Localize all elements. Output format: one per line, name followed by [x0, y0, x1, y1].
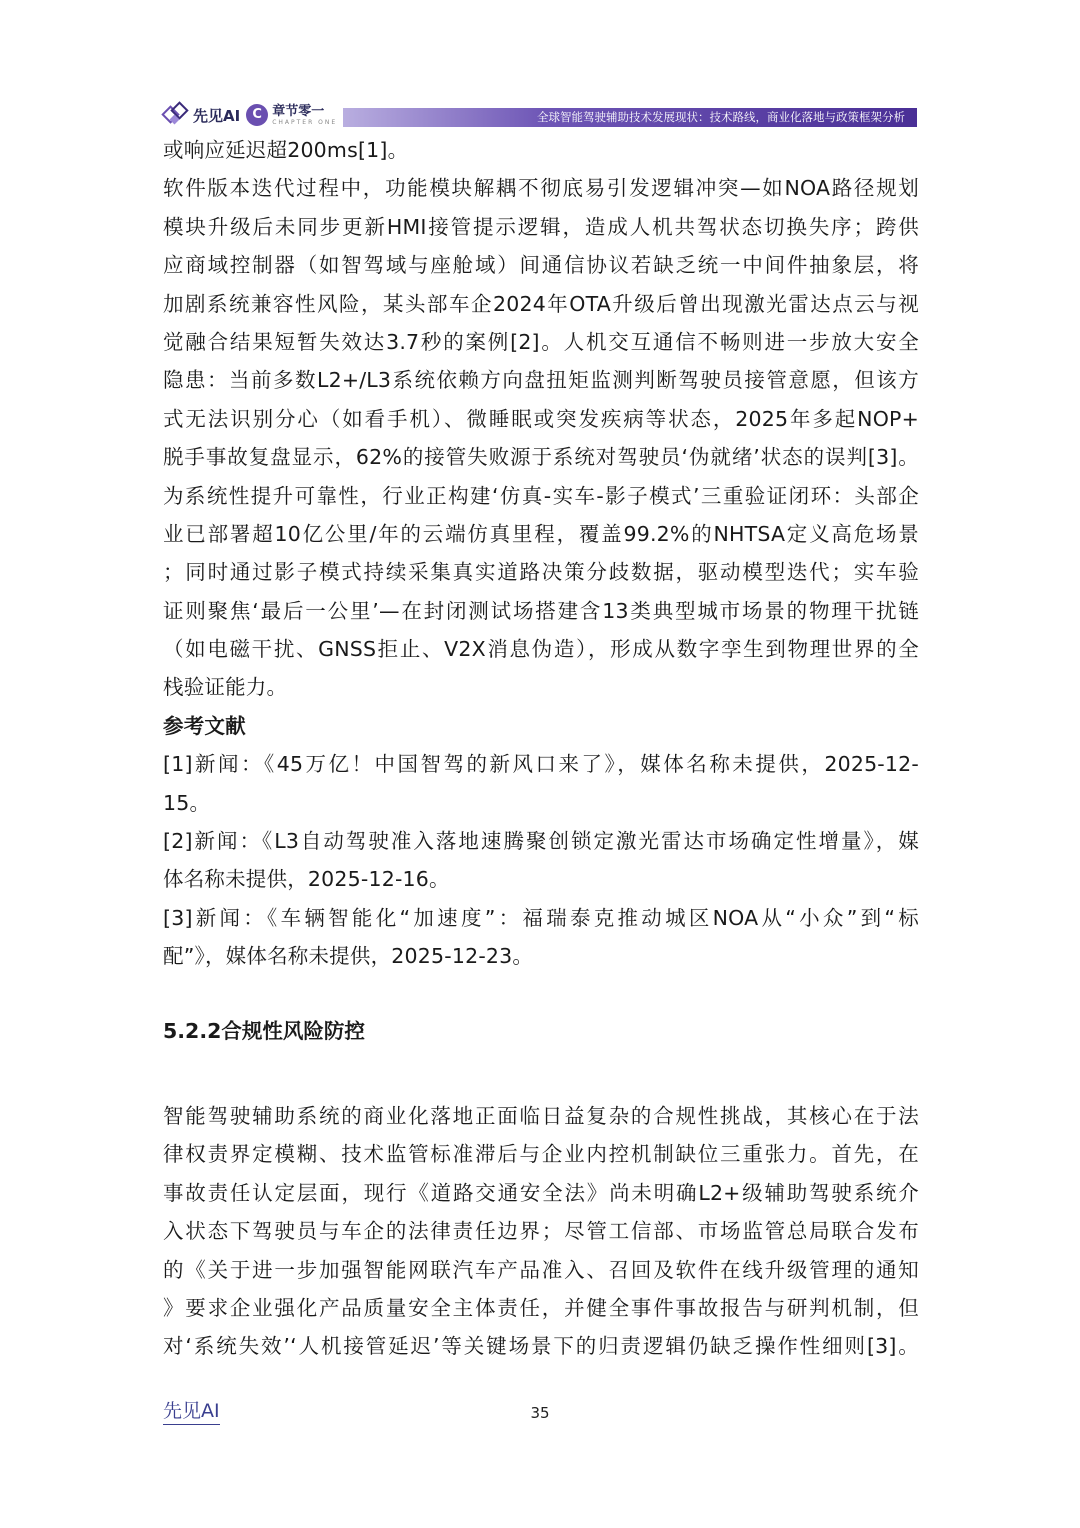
- references-title: 参考文献: [163, 713, 246, 738]
- body-line: 应商域控制器（如智驾域与座舱域）间通信协议若缺乏统一中间件抽象层，将: [163, 253, 919, 278]
- body-line: 加剧系统兼容性风险，某头部车企2024年OTA升级后曾出现激光雷达点云与视: [163, 291, 919, 316]
- reference-line: [3]新闻：《车辆智能化“加速度”：福瑞泰克推动城区NOA从“小众”到“标: [163, 905, 919, 930]
- section-line: 智能驾驶辅助系统的商业化落地正面临日益复杂的合规性挑战，其核心在于法: [163, 1104, 919, 1128]
- body-line: （如电磁干扰、GNSS拒止、V2X消息伪造），形成从数字孪生到物理世界的全: [163, 637, 919, 662]
- section-line: 对‘系统失效’‘人机接管延迟’等关键场景下的归责逻辑仍缺乏操作性细则[3]。: [163, 1334, 919, 1359]
- reference-line: 15。: [163, 790, 211, 815]
- body-line: 或响应延迟超200ms[1]。: [163, 138, 409, 162]
- section-body: [163, 1097, 919, 1366]
- page-number: 35: [530, 1404, 550, 1422]
- section-line: 律权责界定模糊、技术监管标准滞后与企业内控机制缺位三重张力。首先，在: [163, 1142, 919, 1167]
- section-line: 》要求企业强化产品质量安全主体责任，并健全事件事故报告与研判机制，但: [163, 1295, 919, 1320]
- body-line: 模块升级后未同步更新HMI接管提示逻辑，造成人机共驾状态切换失序；跨供: [163, 214, 919, 239]
- brand-c-icon: C: [246, 104, 268, 126]
- brand-name-2-sub: CHAPTER ONE: [272, 118, 338, 126]
- brand-2: [272, 105, 337, 126]
- brand-logo-icon: [163, 102, 189, 128]
- section-title: 5.2.2合规性风险防控: [163, 1019, 365, 1043]
- body-line: 业已部署超10亿公里/年的云端仿真里程，覆盖99.2%的NHTSA定义高危场景: [163, 521, 919, 546]
- body-line: ；同时通过影子模式持续采集真实道路决策分歧数据，驱动模型迭代；实车验: [163, 560, 919, 585]
- reference-line: [2]新闻：《L3自动驾驶准入落地速腾聚创锁定激光雷达市场确定性增量》，媒: [163, 829, 919, 854]
- body-text: [163, 131, 919, 976]
- body-line: 脱手事故复盘显示，62%的接管失败源于系统对驾驶员‘伪就绪’状态的误判[3]。: [163, 445, 919, 470]
- page-header: [163, 100, 917, 130]
- body-line: 软件版本迭代过程中，功能模块解耦不彻底易引发逻辑冲突—如NOA路径规划: [163, 176, 919, 201]
- reference-line: 体名称未提供，2025-12-16。: [163, 867, 450, 892]
- footer-brand-link[interactable]: 先见AI: [163, 1398, 220, 1425]
- body-line: 为系统性提升可靠性，行业正构建‘仿真-实车-影子模式’三重验证闭环：头部企: [163, 483, 919, 508]
- body-line: 式无法识别分心（如看手机）、微睡眠或突发疾病等状态，2025年多起NOP+: [163, 406, 919, 431]
- section-line: 事故责任认定层面，现行《道路交通安全法》尚未明确L2+级辅助驾驶系统介: [163, 1180, 919, 1205]
- report-title-bar: 全球智能驾驶辅助技术发展现状：技术路线，商业化落地与政策框架分析: [343, 108, 917, 127]
- body-line: 栈验证能力。: [163, 675, 288, 700]
- body-line: 证则聚焦‘最后一公里’—在封闭测试场搭建含13类典型城市场景的物理干扰链: [163, 598, 919, 623]
- brand-name-1: 先见AI: [193, 106, 241, 125]
- brand-logo: [163, 100, 337, 130]
- section-line: 的《关于进一步加强智能网联汽车产品准入、召回及软件在线升级管理的通知: [163, 1257, 919, 1282]
- body-line: 隐患：当前多数L2+/L3系统依赖方向盘扭矩监测判断驾驶员接管意愿，但该方: [163, 368, 919, 393]
- reference-line: 配”》，媒体名称未提供，2025-12-23。: [163, 944, 534, 969]
- reference-line: [1]新闻：《45万亿！中国智驾的新风口来了》，媒体名称未提供，2025-12-: [163, 752, 919, 777]
- brand-name-2: 章节零一: [272, 103, 325, 119]
- body-line: 觉融合结果短暂失效达3.7秒的案例[2]。人机交互通信不畅则进一步放大安全: [163, 329, 919, 354]
- section-line: 入状态下驾驶员与车企的法律责任边界；尽管工信部、市场监管总局联合发布: [163, 1219, 919, 1244]
